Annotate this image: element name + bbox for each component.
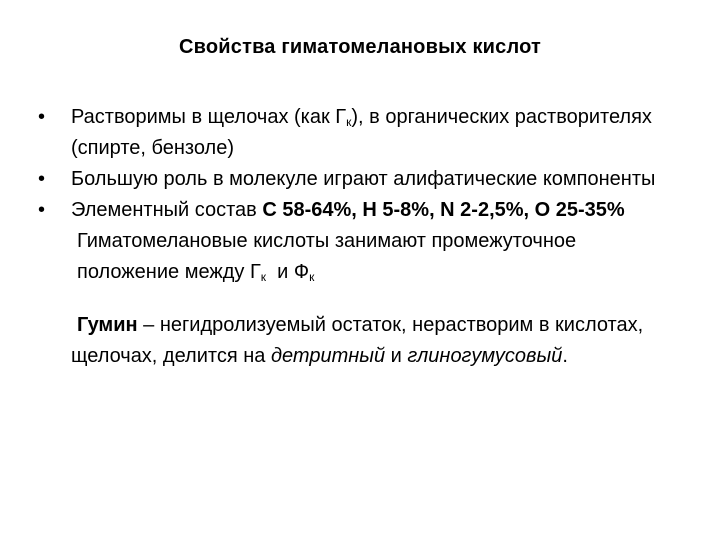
- bullet-icon: •: [38, 199, 46, 221]
- composition-values: C 58-64%, H 5-8%, N 2-2,5%, O 25-35%: [262, 199, 625, 221]
- gumin-paragraph: [38, 310, 678, 372]
- intermediate-position-note: [38, 226, 678, 288]
- bullet-item-solubility: [38, 102, 678, 164]
- bullet-item-aliphatic: [38, 164, 678, 195]
- gumin-type-clay-humus: глиногумусовый: [407, 345, 563, 367]
- subscript: к: [309, 270, 315, 284]
- bullet-icon: •: [38, 168, 46, 190]
- note-text-part: и Ф: [266, 261, 310, 283]
- gumin-text-part: – негидролизуемый остаток, нерастворим в кислотах, щелочах, делится на: [71, 314, 644, 367]
- gumin-type-detritic: детритный: [270, 345, 386, 367]
- bullet-text-part: Растворимы в щелочах (как Г: [71, 106, 347, 128]
- bullet-icon: •: [38, 106, 46, 128]
- gumin-text-part: .: [562, 345, 568, 367]
- gumin-text-part: и: [385, 345, 408, 367]
- bullet-text-part: Элементный состав: [71, 199, 263, 221]
- bullet-text: Большую роль в молекуле играют алифатические компоненты: [71, 168, 656, 190]
- gumin-term: Гумин: [77, 314, 138, 336]
- subscript: к: [346, 115, 352, 129]
- slide-title: Свойства гиматомелановых кислот: [178, 36, 542, 58]
- subscript: к: [260, 270, 267, 284]
- bullet-item-composition: [38, 195, 678, 226]
- bullet-text-part: ), в органических растворителях (спирте, бензоле): [71, 106, 652, 159]
- slide-body: [38, 102, 678, 372]
- note-text-part: Гиматомелановые кислоты занимают промежуточное положение между Г: [77, 230, 577, 283]
